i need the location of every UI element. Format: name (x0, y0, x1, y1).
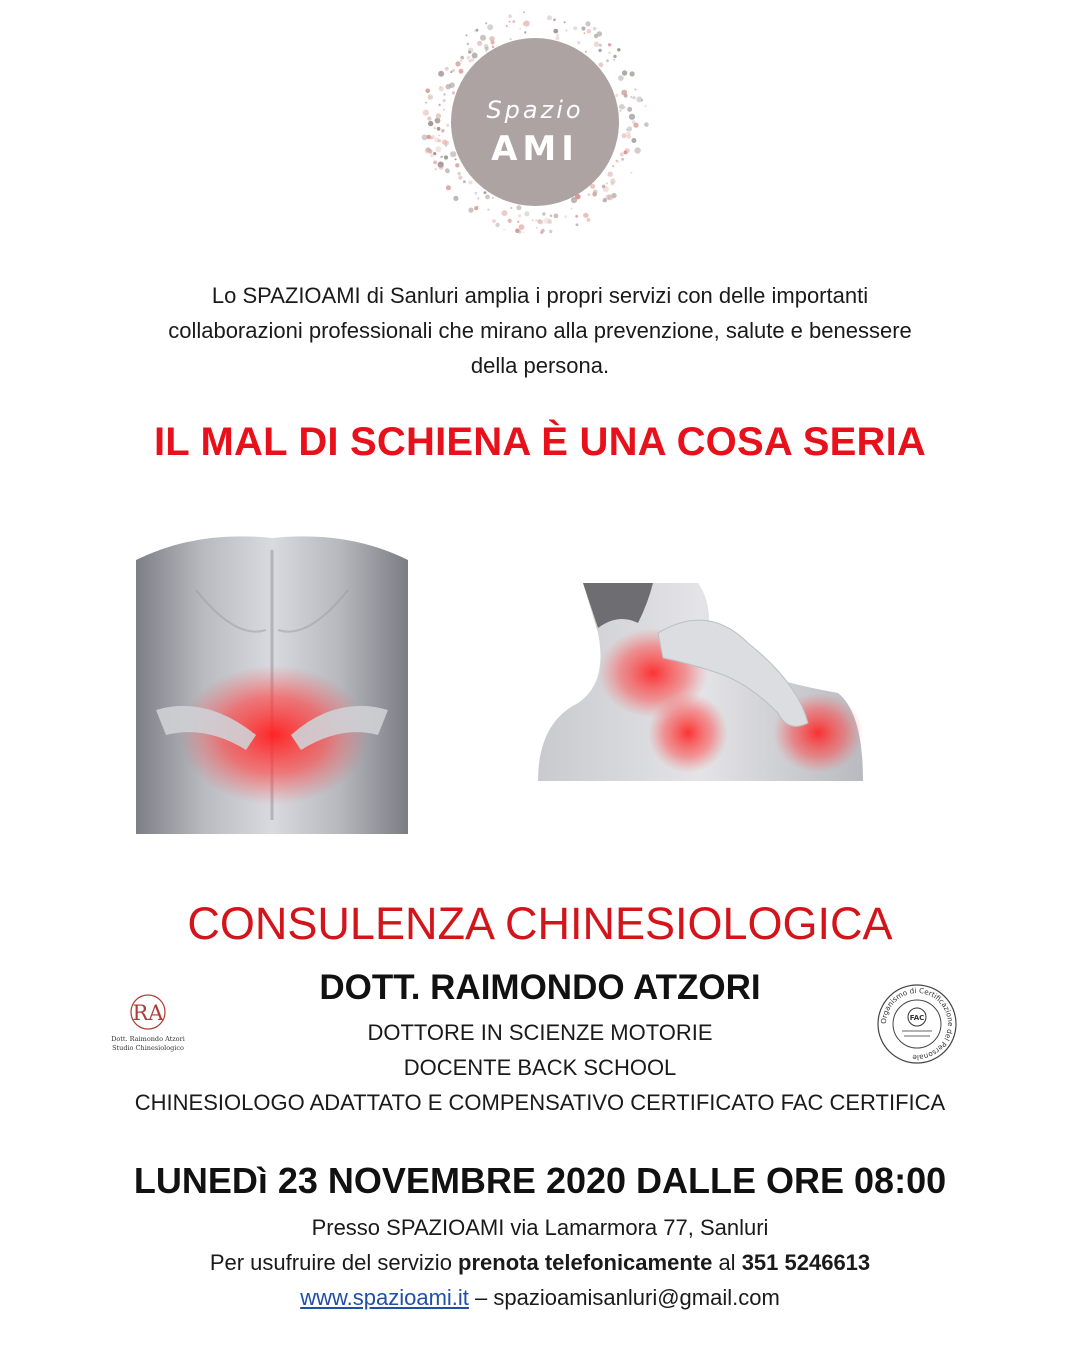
booking-prefix: Per usufruire del servizio (209, 1250, 459, 1275)
logo-dot (564, 215, 567, 218)
credential-line: DOTTORE IN SCIENZE MOTORIE (367, 1020, 713, 1045)
logo-dot (608, 172, 613, 177)
logo-dot (620, 152, 624, 156)
logo-dot (433, 161, 437, 165)
logo-dot (509, 21, 511, 23)
logo-dot (523, 11, 525, 13)
logo-dot (434, 127, 436, 129)
logo-dot (633, 123, 638, 128)
logo-dot (429, 96, 432, 99)
logo-dot (599, 62, 604, 67)
logo-dot (565, 30, 567, 32)
logo-dot (469, 60, 471, 62)
intro-line: collaborazioni professionali che mirano alla prevenzione, salute e benessere (168, 318, 912, 343)
logo-dot (463, 180, 466, 183)
logo-dot (613, 55, 616, 58)
logo-dot (425, 89, 430, 94)
logo-dot (627, 107, 632, 112)
logo-dot (434, 138, 439, 143)
logo-dot (428, 121, 433, 126)
logo-dot (495, 223, 499, 227)
logo-text-line1: Spazio (486, 96, 584, 124)
booking-emphasis: prenota telefonicamente (458, 1250, 713, 1275)
intro-line: della persona. (470, 353, 610, 378)
logo-dot (455, 158, 457, 160)
logo-dot (622, 70, 627, 75)
logo-dot (581, 26, 585, 30)
intro-line: Lo SPAZIOAMI di Sanluri amplia i propri servizi con delle importanti (211, 283, 869, 308)
ra-logo-line1: Dott. Raimondo Atzori (111, 1035, 185, 1043)
contact-separator: – (468, 1285, 494, 1310)
logo-dot (540, 231, 543, 234)
logo-dot (450, 71, 452, 73)
logo-dot (449, 82, 455, 88)
logo-dot (585, 51, 587, 53)
logo-dot (457, 172, 460, 175)
logo-dot (542, 212, 545, 215)
logo-dot (630, 172, 632, 174)
logo-dot (619, 110, 621, 112)
ra-logo-line2: Studio Chinesiologico (112, 1044, 184, 1052)
logo-dot (606, 59, 609, 62)
logo-dot (445, 67, 449, 71)
logo-dot (487, 24, 493, 30)
logo-dot (598, 49, 601, 52)
logo-dot (485, 22, 487, 24)
credential-line: CHINESIOLOGO ADATTATO E COMPENSATIVO CERTIFICATO FAC CERTIFICA (134, 1090, 946, 1115)
logo-dot (475, 192, 478, 195)
logo-dot (438, 135, 440, 137)
logo-dot (427, 116, 431, 120)
logo-dot (440, 156, 442, 158)
logo-dot (459, 69, 464, 74)
logo-dot (617, 161, 619, 163)
consultation-title: CONSULENZA CHINESIOLOGICA (187, 898, 893, 949)
logo-dot (506, 25, 508, 27)
logo-dot (610, 179, 615, 184)
logo-dot (439, 104, 441, 106)
logo-dot (492, 219, 496, 223)
logo-dot (575, 215, 578, 218)
logo-dot (518, 214, 521, 217)
logo-dot (577, 41, 580, 44)
logo-dot (584, 32, 586, 34)
logo-dot (613, 59, 615, 61)
credential-line: DOCENTE BACK SCHOOL (403, 1055, 677, 1080)
event-location: Presso SPAZIOAMI via Lamarmora 77, Sanluri (311, 1215, 769, 1240)
logo-dot (443, 93, 445, 95)
logo-dot (602, 185, 606, 189)
logo-dot (458, 175, 462, 179)
headline: IL MAL DI SCHIENA È UNA COSA SERIA (153, 420, 927, 464)
logo-dot (627, 126, 632, 131)
logo-dot (519, 224, 525, 230)
logo-dot (467, 43, 470, 46)
logo-dot (492, 46, 495, 49)
logo-dot (512, 20, 515, 23)
logo-dot (468, 208, 473, 213)
logo-dot (469, 180, 473, 184)
logo-dot (518, 230, 522, 234)
logo-dot (452, 91, 455, 94)
logo-dot (629, 114, 635, 120)
website-link[interactable]: www.spazioami.it (300, 1285, 469, 1310)
logo-dot (431, 135, 435, 139)
logo-dot (467, 56, 471, 60)
neck-pain-photo (538, 583, 863, 781)
logo-dot (446, 185, 451, 190)
logo-dot (516, 205, 521, 210)
logo-dot (437, 127, 441, 131)
logo-dot (609, 52, 611, 54)
logo-dot (644, 105, 647, 108)
logo-dot (615, 94, 618, 97)
logo-dot (585, 21, 590, 26)
logo-dot (425, 102, 427, 104)
logo-dot (630, 71, 635, 76)
logo-dot (550, 215, 553, 218)
logo-dot (468, 48, 474, 54)
logo-dot (477, 41, 482, 46)
logo-dot (547, 15, 552, 20)
logo-dot (438, 71, 444, 77)
logo-dot (477, 197, 479, 199)
logo-dot (641, 99, 644, 102)
logo-dot (554, 214, 559, 219)
logo-dot (435, 168, 437, 170)
logo-text-line2: AMI (491, 129, 579, 169)
logo-dot (523, 232, 525, 234)
event-date: LUNEDì 23 NOVEMBRE 2020 DALLE ORE 08:00 (133, 1160, 947, 1201)
logo-dot (453, 196, 458, 201)
logo-dot (583, 213, 588, 218)
logo-dot (553, 19, 556, 22)
logo-dot (460, 60, 462, 62)
logo-dot (627, 135, 631, 139)
logo-dot (603, 198, 607, 202)
logo-dot (480, 35, 486, 41)
logo-dot (450, 151, 456, 157)
logo-dot (624, 150, 627, 153)
logo-dot (573, 26, 577, 30)
logo-dot (508, 15, 511, 18)
logo-dot (623, 107, 625, 109)
logo-dot (631, 138, 636, 143)
logo-dot (466, 34, 468, 36)
email-address: spazioamisanluri@gmail.com (493, 1285, 780, 1310)
logo-dot (622, 133, 627, 138)
phone-number: 351 5246613 (741, 1250, 871, 1275)
logo-dot (474, 30, 477, 33)
logo-dot (443, 109, 445, 111)
logo-dot (599, 44, 602, 47)
logo-dot (435, 118, 441, 124)
logo-dot (594, 42, 599, 47)
logo-dot (423, 110, 429, 116)
logo-dot (587, 218, 591, 222)
logo-dot (618, 75, 624, 81)
logo-dot (564, 21, 566, 23)
contact-line (0, 1285, 1080, 1311)
logo-dot (621, 158, 624, 161)
logo-dot (634, 147, 640, 153)
logo-dot (587, 193, 590, 196)
logo-dot (460, 56, 464, 60)
logo-dot (503, 229, 505, 231)
logo-dot (445, 144, 448, 147)
spazio-ami-logo (408, 8, 662, 236)
logo-dot (536, 227, 538, 229)
logo-dot (553, 29, 558, 34)
logo-dot (593, 190, 598, 195)
logo-dot (442, 140, 447, 145)
ra-monogram: RA (132, 1001, 164, 1025)
logo-dot (524, 21, 530, 27)
logo-dot (486, 50, 488, 52)
logo-dot (487, 209, 489, 211)
logo-dot (430, 154, 434, 158)
logo-dot (472, 53, 478, 59)
logo-dot (502, 210, 508, 216)
logo-dot (593, 27, 597, 31)
logo-dot (644, 122, 649, 127)
logo-dot (455, 163, 459, 167)
logo-dot (485, 195, 490, 200)
logo-dot (443, 99, 446, 102)
lower-back-pain-photo (136, 520, 408, 834)
logo-dot (427, 135, 431, 139)
logo-dot (508, 219, 512, 223)
seal-center-text: FAC (909, 1014, 925, 1022)
logo-dot (447, 171, 450, 174)
doctor-name: DOTT. RAIMONDO ATZORI (319, 968, 761, 1007)
logo-dot (539, 220, 544, 225)
logo-dot (446, 124, 449, 127)
logo-dot (597, 31, 602, 36)
logo-dot (439, 86, 444, 91)
logo-dot (438, 165, 443, 170)
logo-dot (621, 90, 627, 96)
seal-ring-text: Organismo di Certificazione del Personale (878, 985, 956, 1063)
logo-dot (510, 207, 512, 209)
logo-dot (444, 155, 448, 159)
logo-dot (630, 96, 632, 98)
logo-dot (544, 217, 550, 223)
logo-dot (492, 197, 494, 199)
logo-dot (576, 223, 579, 226)
logo-dot (441, 129, 445, 133)
logo-dot (556, 36, 560, 40)
logo-dot (635, 89, 637, 91)
intro-paragraph (0, 278, 1080, 383)
logo-dot (612, 165, 614, 167)
logo-dot (455, 61, 460, 66)
logo-dot (611, 193, 616, 198)
booking-mid: al (712, 1250, 742, 1275)
logo-dot (524, 31, 526, 33)
logo-dot (484, 191, 487, 194)
logo-dot (535, 220, 537, 222)
logo-dot (524, 211, 529, 216)
logo-dot (556, 34, 558, 36)
logo-dot (617, 48, 620, 51)
logo-dot (532, 219, 534, 221)
logo-dot (586, 29, 591, 34)
logo-dot (517, 221, 519, 223)
logo-dot (608, 43, 611, 46)
logo-dot (435, 146, 441, 152)
booking-line (0, 1250, 1080, 1276)
logo-dot (549, 230, 552, 233)
logo-dot (510, 38, 512, 40)
logo-dot (571, 208, 573, 210)
logo-dot (426, 147, 431, 152)
logo-dot (436, 113, 441, 118)
logo-dot (632, 96, 635, 99)
logo-dot (474, 206, 478, 210)
logo-dot (489, 36, 494, 41)
logo-dot (606, 183, 608, 185)
logo-dot (484, 44, 489, 49)
logo-dot (519, 28, 521, 30)
